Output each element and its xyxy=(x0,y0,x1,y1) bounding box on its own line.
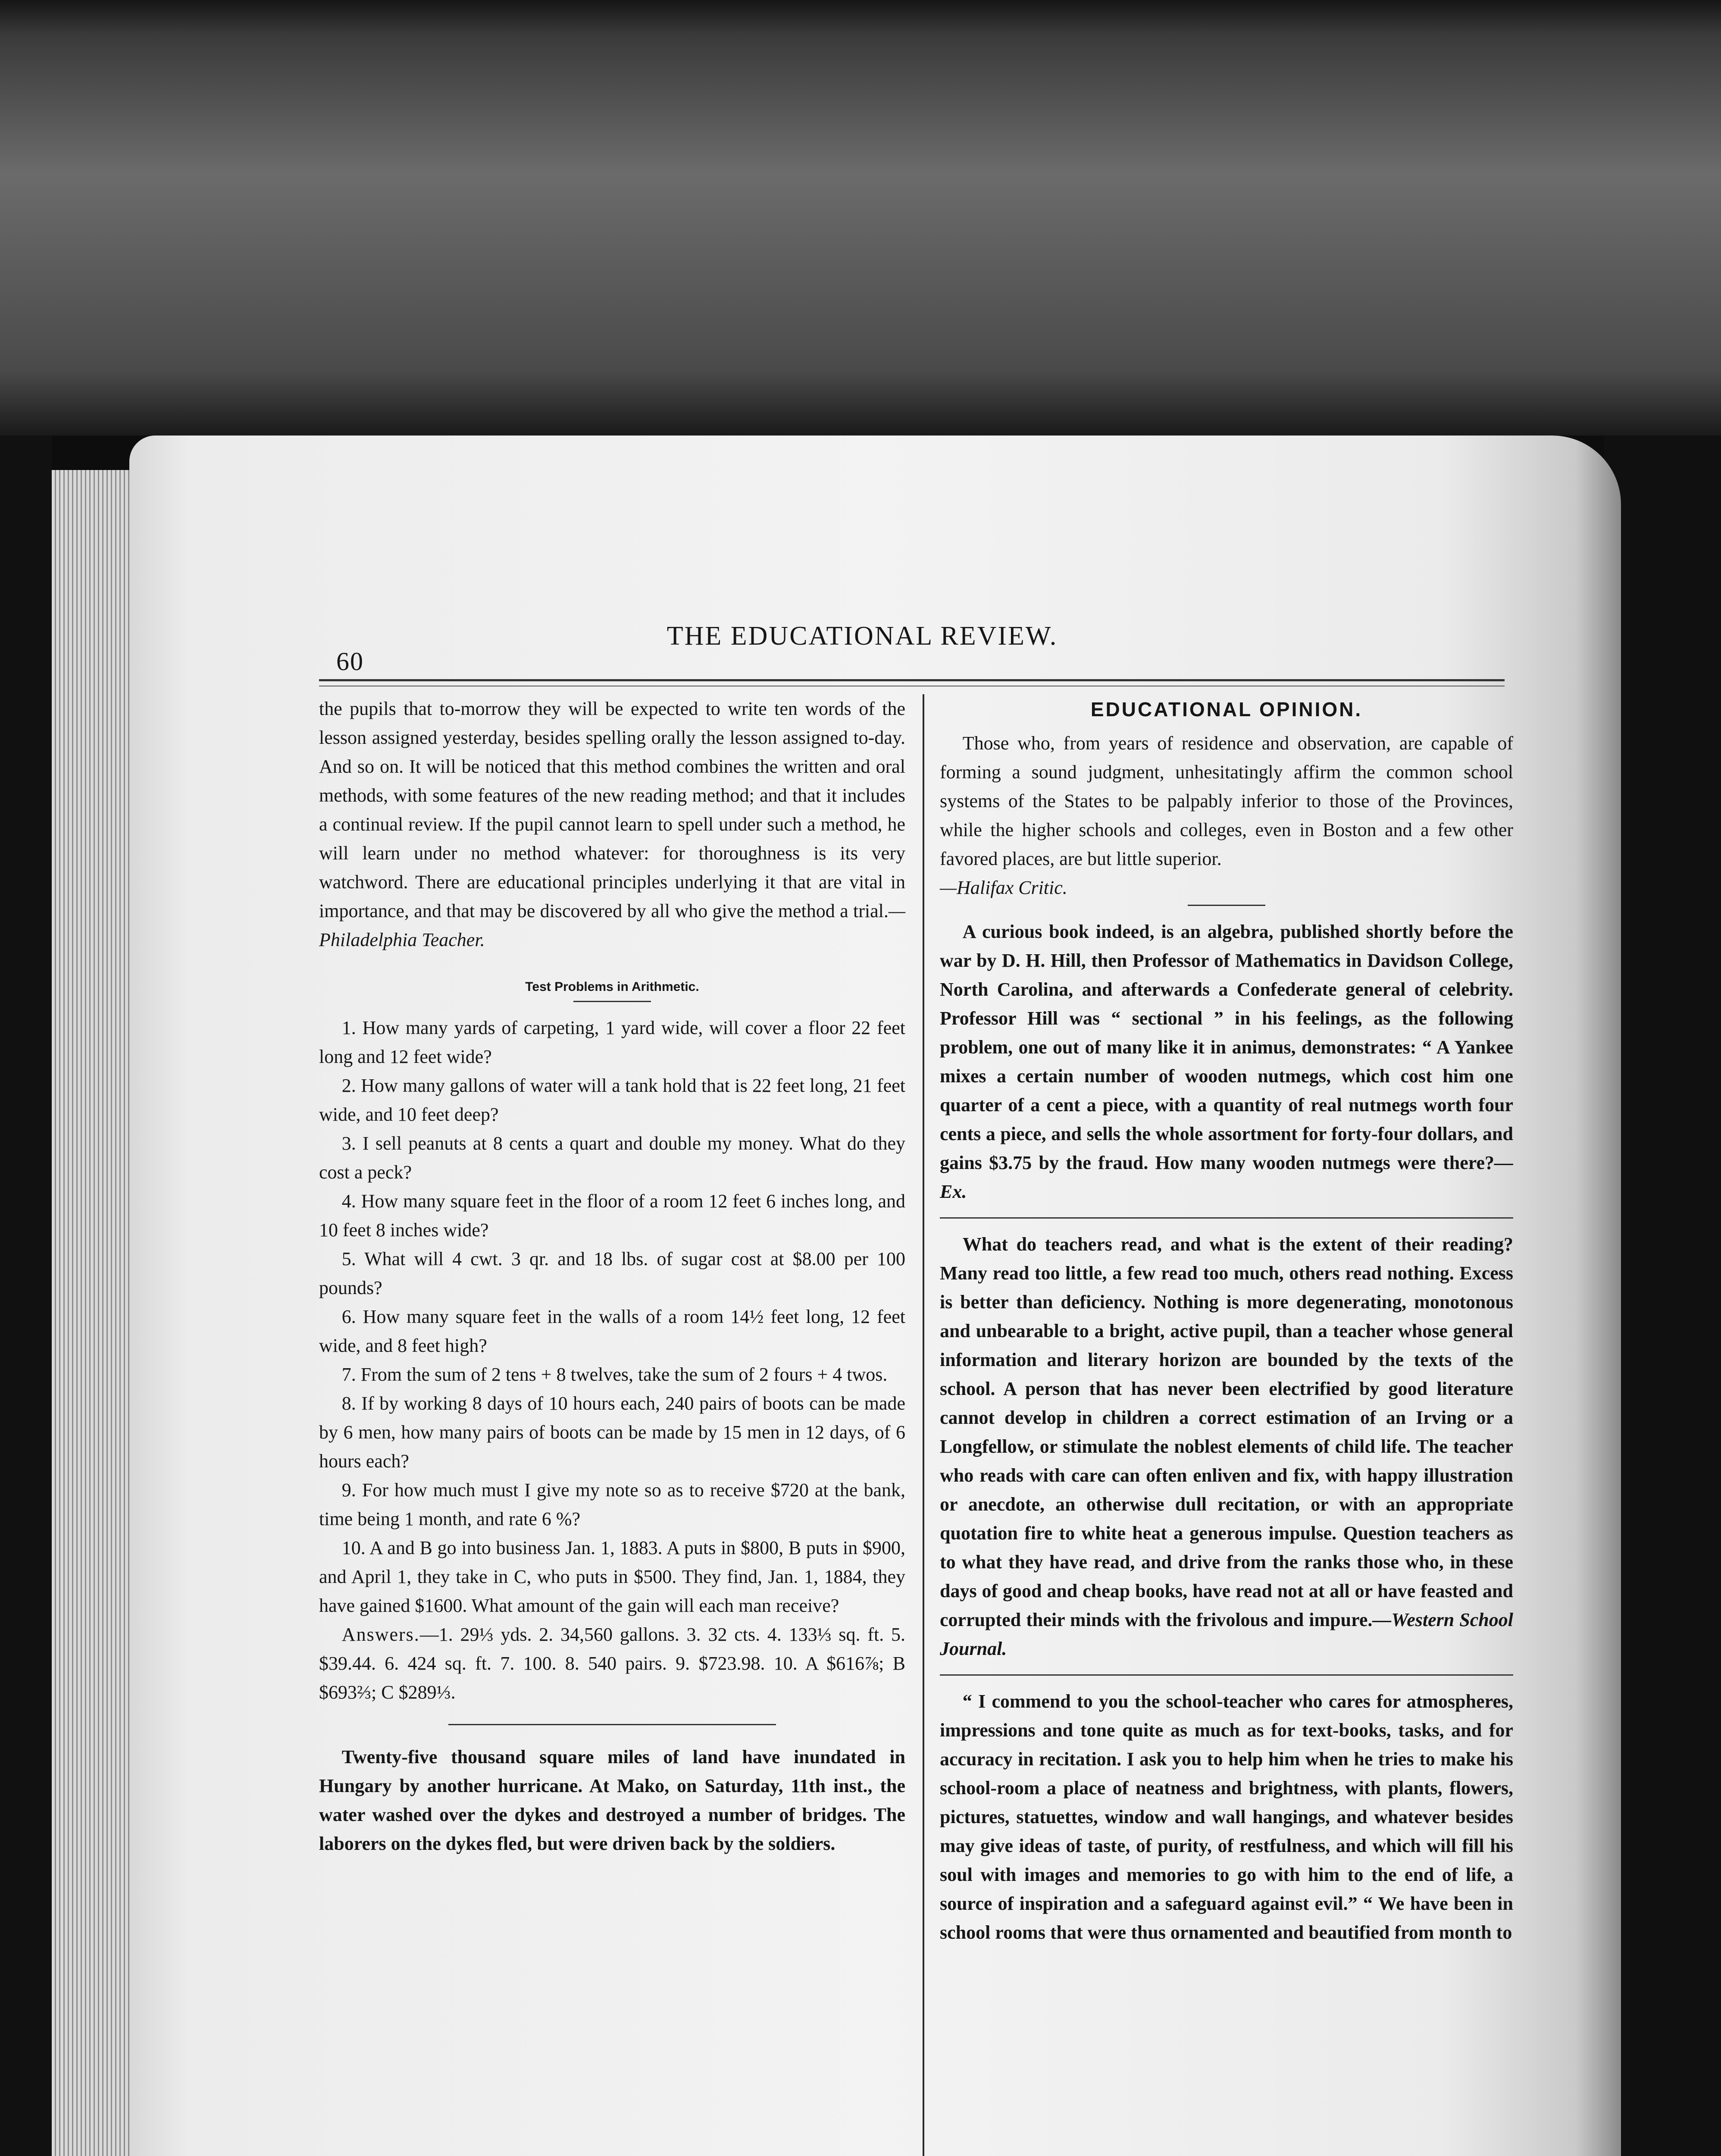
opinion-item-3 xyxy=(940,1230,1513,1663)
header-rule xyxy=(319,679,1505,681)
opinion-item-4: “ I commend to you the school-teacher who cares for atmospheres, impressions and tone quite as much as for text-books, tasks, and for accuracy in recitation. I ask you to help him when he tries to make his school-room a place of neatness and brightness, with plants, flowers, pictures, statuettes, window and wall hangings, and whatever besides may give ideas of taste, of purity, of restfulness, and which will fill his soul with images and memories to go with him to the end of life, a source of inspiration and a safeguard against evil.” “ We have been in school rooms that were thus ornamented and beautified from month to xyxy=(940,1691,1513,1943)
problem-item: 7. From the sum of 2 tens + 8 twelves, take the sum of 2 fours + 4 twos. xyxy=(341,1364,888,1385)
opinion-item-3-text: What do teachers read, and what is the extent of their reading? Many read too little, a few read too much, others read nothing. Excess is better than deficiency. Nothing is more degenerating, monotonous and unbearable to a bright, active pupil, than a teacher whose general information and literary horizon are bounded by the texts of the school. A person that has never been electrified by good literature cannot develop in children a correct estimation of an Irving or a Longfellow, or stimulate the noblest elements of child life. The teacher who reads with care can often enliven and fix, with happy illustration or anecdote, an otherwise dull recitation, or with an appropriate quotation fire to white heat a generous impulse. Question teachers as to what they have read, and drive from the ranks those who, in these days of good and cheap books, have read not at all or have feasted and corrupted their minds with the frivolous and impure. xyxy=(940,1234,1513,1630)
opinion-item-1-attribution: —Halifax Critic. xyxy=(940,877,1067,898)
section-separator xyxy=(448,1724,776,1725)
problem-item: 1. How many yards of carpeting, 1 yard wide, will cover a floor 22 feet long and 12 feet wide? xyxy=(319,1017,905,1067)
hurricane-paragraph: Twenty-five thousand square miles of land have inundated in Hungary by another hurricane. At Mako, on Saturday, 11th inst., the water washed over the dykes and destroyed a number of bridges. The laborers on the dykes fled, but were driven back by the soldiers. xyxy=(319,1746,905,1854)
article-continuation xyxy=(319,694,905,954)
opinion-item-2-attribution: —Ex. xyxy=(940,1152,1513,1202)
opinion-heading: EDUCATIONAL OPINION. xyxy=(1090,698,1363,721)
problem-item: 8. If by working 8 days of 10 hours each, 240 pairs of boots can be made by 6 men, how many pairs of boots can be made by 15 men in 12 days, of 6 hours each? xyxy=(319,1393,905,1472)
opinion-item-2-text: A curious book indeed, is an algebra, published shortly before the war by D. H. Hill, then Professor of Mathematics in Davidson College, North Carolina, and afterwards a Confederate general of celebrity. Professor Hill was “ sectional ” in his feelings, as the following problem, one out of many like it in animus, demonstrates: “ A Yankee mixes a certain number of wooden nutmegs, which cost him one quarter of a cent a piece, with a quantity of real nutmegs worth four cents a piece, and sells the whole assortment for forty-four dollars, and gains $3.75 by the fraud. How many wooden nutmegs were there? xyxy=(940,921,1513,1173)
problem-item: 9. For how much must I give my note so as to receive $720 at the bank, time being 1 month, and rate 6 %? xyxy=(319,1479,905,1529)
left-column xyxy=(319,694,905,1858)
opinion-item-1 xyxy=(940,729,1513,902)
problem-item: 10. A and B go into business Jan. 1, 1883. A puts in $800, B puts in $900, and April 1, they take in C, who puts in $500. They find, Jan. 1, 1884, they have gained $1600. What amount of the gain will each man receive? xyxy=(319,1537,905,1616)
item-separator xyxy=(940,1674,1513,1676)
right-column xyxy=(940,694,1513,1947)
problem-item: 3. I sell peanuts at 8 cents a quart and double my money. What do they cost a peck? xyxy=(319,1133,905,1183)
page-number: 60 xyxy=(336,647,364,676)
opinion-item-1-text: Those who, from years of residence and observation, are capable of forming a sound judgment, unhesitatingly affirm the common school systems of the States to be palpably inferior to those of the Provinces, while the higher schools and colleges, even in Boston and a few other favored places, are but little superior. xyxy=(940,733,1513,869)
film-border-right xyxy=(1604,436,1721,2156)
problem-item: 2. How many gallons of water will a tank hold that is 22 feet long, 21 feet wide, and 10 feet deep? xyxy=(319,1075,905,1125)
continuation-attribution: —Philadelphia Teacher. xyxy=(319,900,905,950)
problem-item: 4. How many square feet in the floor of a room 12 feet 6 inches long, and 10 feet 8 inches wide? xyxy=(319,1191,905,1241)
problem-item: 5. What will 4 cwt. 3 qr. and 18 lbs. of sugar cost at $8.00 per 100 pounds? xyxy=(319,1248,905,1298)
problem-list xyxy=(319,1013,905,1620)
column-divider xyxy=(923,694,924,2156)
running-title: THE EDUCATIONAL REVIEW. xyxy=(666,621,1058,651)
problems-heading-rule xyxy=(573,1001,651,1002)
page-edges xyxy=(52,470,138,2156)
answers-text: —1. 29⅓ yds. 2. 34,560 gallons. 3. 32 cts. 4. 133⅓ sq. ft. 5. $39.44. 6. 424 sq. ft. 7. 100. 8. 540 pairs. 9. $723.98. 10. A $616⅞; B $693⅔; C $289⅓. xyxy=(319,1624,905,1703)
film-border-top xyxy=(0,0,1721,436)
answers-label: Answers. xyxy=(341,1624,420,1645)
problem-item: 6. How many square feet in the walls of a room 14½ feet long, 12 feet wide, and 8 feet high? xyxy=(319,1306,905,1356)
item-separator xyxy=(1188,905,1265,906)
item-separator xyxy=(940,1217,1513,1219)
answers-paragraph xyxy=(319,1620,905,1707)
problems-heading: Test Problems in Arithmetic. xyxy=(525,980,699,994)
opinion-item-3-attribution: —Western School Journal. xyxy=(940,1609,1513,1659)
continuation-text: the pupils that to-morrow they will be expected to write ten words of the lesson assigned yesterday, besides spelling orally the lesson assigned to-day. And so on. It will be noticed that this method combines the written and oral methods, with some features of the new reading method; and that it includes a continual review. If the pupil cannot learn to spell under such a method, he will learn under no method whatever: for thoroughness is its very watchword. There are educational principles underlying it that are vital in importance, and that may be discovered by all who give the method a trial. xyxy=(319,698,905,921)
opinion-item-2 xyxy=(940,917,1513,1206)
film-border-left xyxy=(0,436,52,2156)
